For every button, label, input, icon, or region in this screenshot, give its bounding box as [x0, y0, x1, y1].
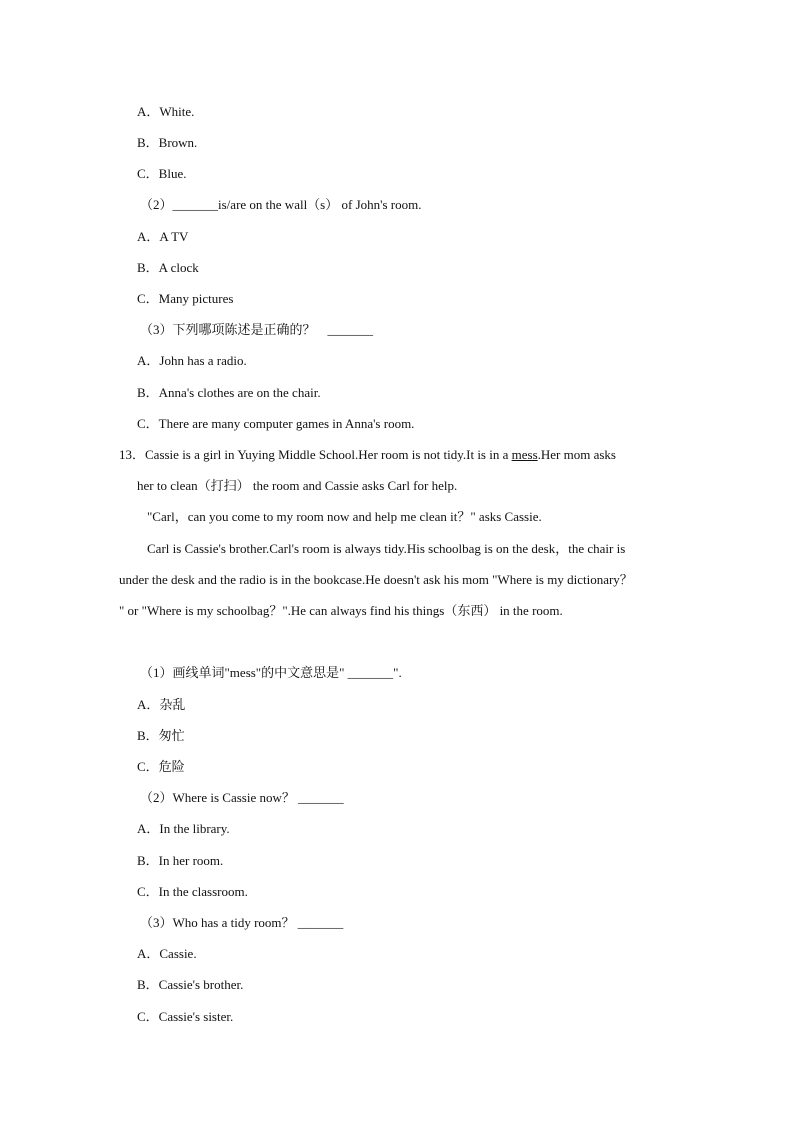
- q12-1-option-c: C．Blue.: [137, 166, 187, 181]
- q12-2-number: （2）: [140, 197, 173, 212]
- q13-1-option-b: B．匆忙: [137, 728, 185, 743]
- q12-2-text: is/are on the wall（s） of John's room.: [218, 197, 422, 212]
- q13-1-option-c: C．危险: [137, 759, 185, 774]
- q13-passage-line-4: Carl is Cassie's brother.Carl's room is always tidy.His schoolbag is on the desk，the chair is: [147, 541, 626, 556]
- q12-2-option-c: C．Many pictures: [137, 291, 234, 306]
- q13-3-option-c: C．Cassie's sister.: [137, 1009, 234, 1024]
- q12-2-question: [140, 197, 421, 213]
- q13-mess-word: mess: [511, 447, 538, 462]
- q12-2-option-a: A．A TV: [137, 229, 189, 244]
- q13-3-option-a: A．Cassie.: [137, 946, 197, 961]
- q12-2-option-b: B．A clock: [137, 260, 199, 275]
- q13-3-question: （3）Who has a tidy room？ _______: [140, 915, 344, 930]
- q12-3-question: [140, 322, 373, 338]
- q13-passage-line-5: under the desk and the radio is in the bookcase.He doesn't ask his mom "Where is my dictionary？: [119, 572, 633, 587]
- q12-3-prompt: （3）下列哪项陈述是正确的？: [140, 322, 316, 337]
- q13-2-option-b: B．In her room.: [137, 853, 224, 868]
- q13-2-option-c: C．In the classroom.: [137, 884, 248, 899]
- q13-2-option-a: A．In the library.: [137, 821, 230, 836]
- q12-1-option-b: B．Brown.: [137, 135, 198, 150]
- q12-3-option-c: C．There are many computer games in Anna's room.: [137, 416, 415, 431]
- q13-passage-line-2: her to clean（打扫） the room and Cassie asks Carl for help.: [137, 478, 458, 493]
- q13-line1-b: .Her mom asks: [537, 447, 616, 462]
- q12-2-blank: _______: [172, 197, 219, 212]
- q13-1-question: （1）画线单词"mess"的中文意思是" _______".: [140, 665, 402, 680]
- q13-passage-line-6: " or "Where is my schoolbag？".He can always find his things（东西） in the room.: [119, 603, 563, 618]
- q13-passage-line-1: [119, 447, 679, 463]
- q12-1-option-a: A．White.: [137, 104, 195, 119]
- q13-2-question: （2）Where is Cassie now？ _______: [140, 790, 344, 805]
- q12-3-blank: _______: [327, 322, 374, 337]
- q12-3-option-b: B．Anna's clothes are on the chair.: [137, 385, 321, 400]
- q13-passage-line-3: "Carl，can you come to my room now and help me clean it？" asks Cassie.: [147, 509, 542, 524]
- q13-1-option-a: A．杂乱: [137, 697, 186, 712]
- q12-3-option-a: A．John has a radio.: [137, 353, 247, 368]
- q13-line1-a: 13．Cassie is a girl in Yuying Middle School.Her room is not tidy.It is in a: [119, 447, 512, 462]
- q13-3-option-b: B．Cassie's brother.: [137, 977, 244, 992]
